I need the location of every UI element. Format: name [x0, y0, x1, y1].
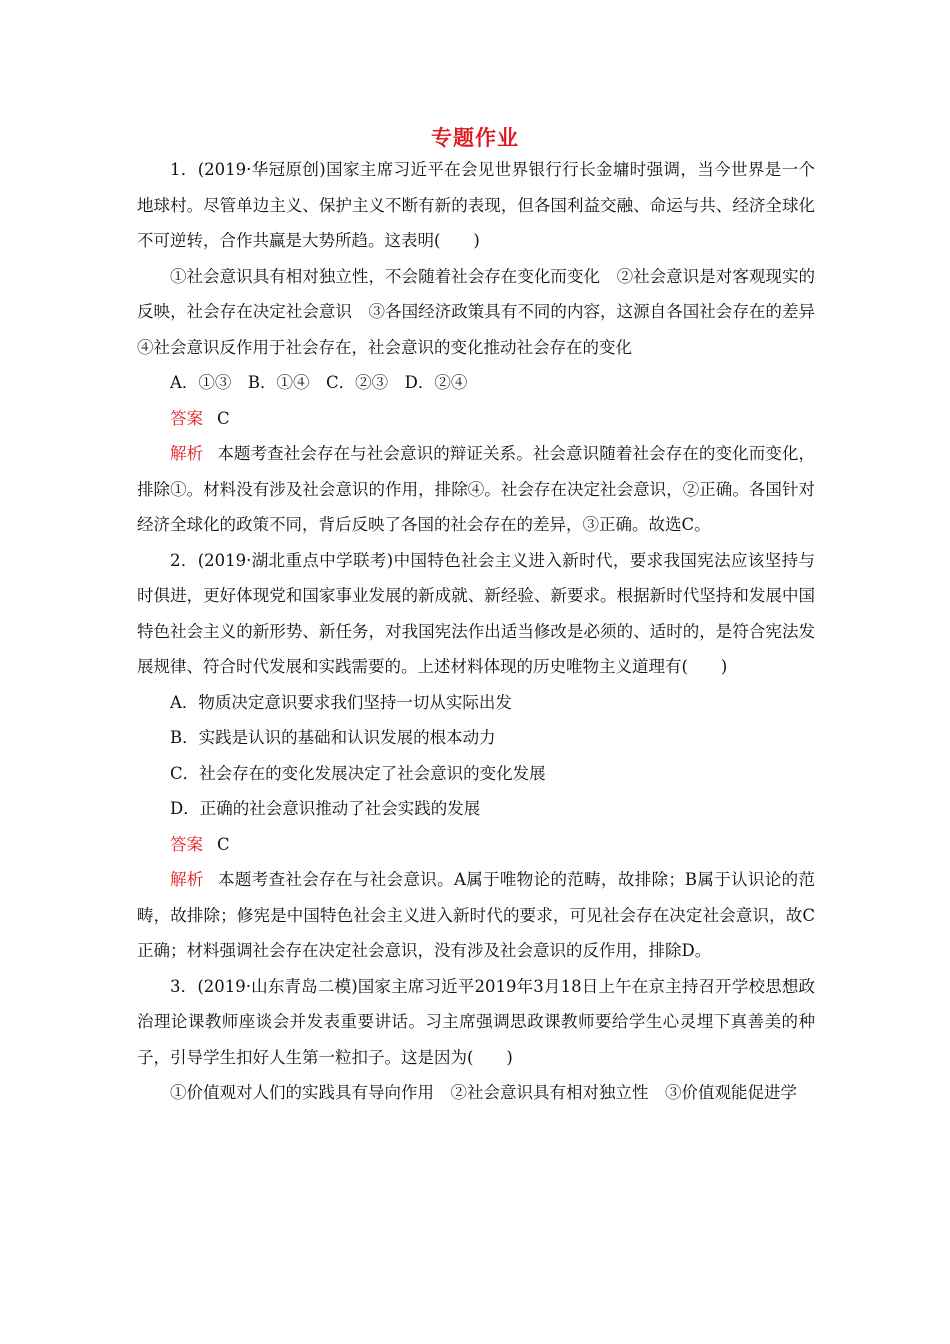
q1-items: ①社会意识具有相对独立性，不会随着社会存在变化而变化 ②社会意识是对客观现实的反映，社会存在决定社会意识 ③各国经济政策具有不同的内容，这源自各国社会存在的差异 ④社会意识反作用于社会存在，社会意识的变化推动社会存在的变化 — [137, 266, 832, 357]
q1-stem: 1．(2019·华冠原创)国家主席习近平在会见世界银行行长金墉时强调，当今世界是一个地球村。尽管单边主义、保护主义不断有新的表现，但各国利益交融、命运与共、经济全球化不可逆转，合作共赢是大势所趋。这表明( ) — [137, 160, 815, 250]
analysis-label: 解析 — [170, 870, 204, 889]
analysis-label: 解析 — [170, 444, 204, 463]
q2-option-d: D．正确的社会意识推动了社会实践的发展 — [170, 799, 481, 818]
q2-option-b: B．实践是认识的基础和认识发展的根本动力 — [170, 728, 496, 747]
q2-option-a: A．物质决定意识要求我们坚持一切从实际出发 — [170, 692, 512, 712]
answer-label: 答案 — [170, 834, 203, 854]
answer-value: C — [217, 834, 230, 854]
q1-options: A．①③ B．①④ C．②③ D．②④ — [170, 373, 468, 392]
q2-analysis — [137, 862, 815, 969]
page-title: 专题作业 — [431, 126, 519, 150]
q2-option-c: C．社会存在的变化发展决定了社会意识的变化发展 — [170, 763, 546, 783]
answer-value: C — [217, 408, 230, 428]
analysis-text: 本题考查社会存在与社会意识。A属于唯物论的范畴，故排除；B属于认识论的范畴，故排除；修宪是中国特色社会主义进入新时代的要求，可见社会存在决定社会意识，故C正确；材料强调社会存在决定社会意识，没有涉及社会意识的反作用，排除D。 — [137, 870, 815, 960]
q3-stem: 3．(2019·山东青岛二模)国家主席习近平2019年3月18日上午在京主持召开学校思想政治理论课教师座谈会并发表重要讲话。习主席强调思政课教师要给学生心灵埋下真善美的种子，引导学生扣好人生第一粒扣子。这是因为( ) — [137, 976, 815, 1067]
answer-label: 答案 — [170, 408, 203, 428]
q2-stem: 2．(2019·湖北重点中学联考)中国特色社会主义进入新时代，要求我国宪法应该坚持与时俱进，更好体现党和国家事业发展的新成就、新经验、新要求。根据新时代坚持和发展中国特色社会主义的新形势、新任务，对我国宪法作出适当修改是必须的、适时的，是符合宪法发展规律、符合时代发展和实践需要的。上述材料体现的历史唯物主义道理有( ) — [137, 550, 815, 676]
q2-answer — [137, 827, 815, 863]
q3-items: ①价值观对人们的实践具有导向作用 ②社会意识具有相对独立性 ③价值观能促进学 — [170, 1083, 797, 1102]
q1-analysis — [137, 436, 815, 543]
document-body — [137, 152, 832, 1111]
q1-answer — [137, 401, 815, 437]
analysis-text: 本题考查社会存在与社会意识的辩证关系。社会意识随着社会存在的变化而变化，排除①。材料没有涉及社会意识的作用，排除④。社会存在决定社会意识，②正确。各国针对经济全球化的政策不同，背后反映了各国的社会存在的差异，③正确。故选C。 — [137, 444, 816, 534]
